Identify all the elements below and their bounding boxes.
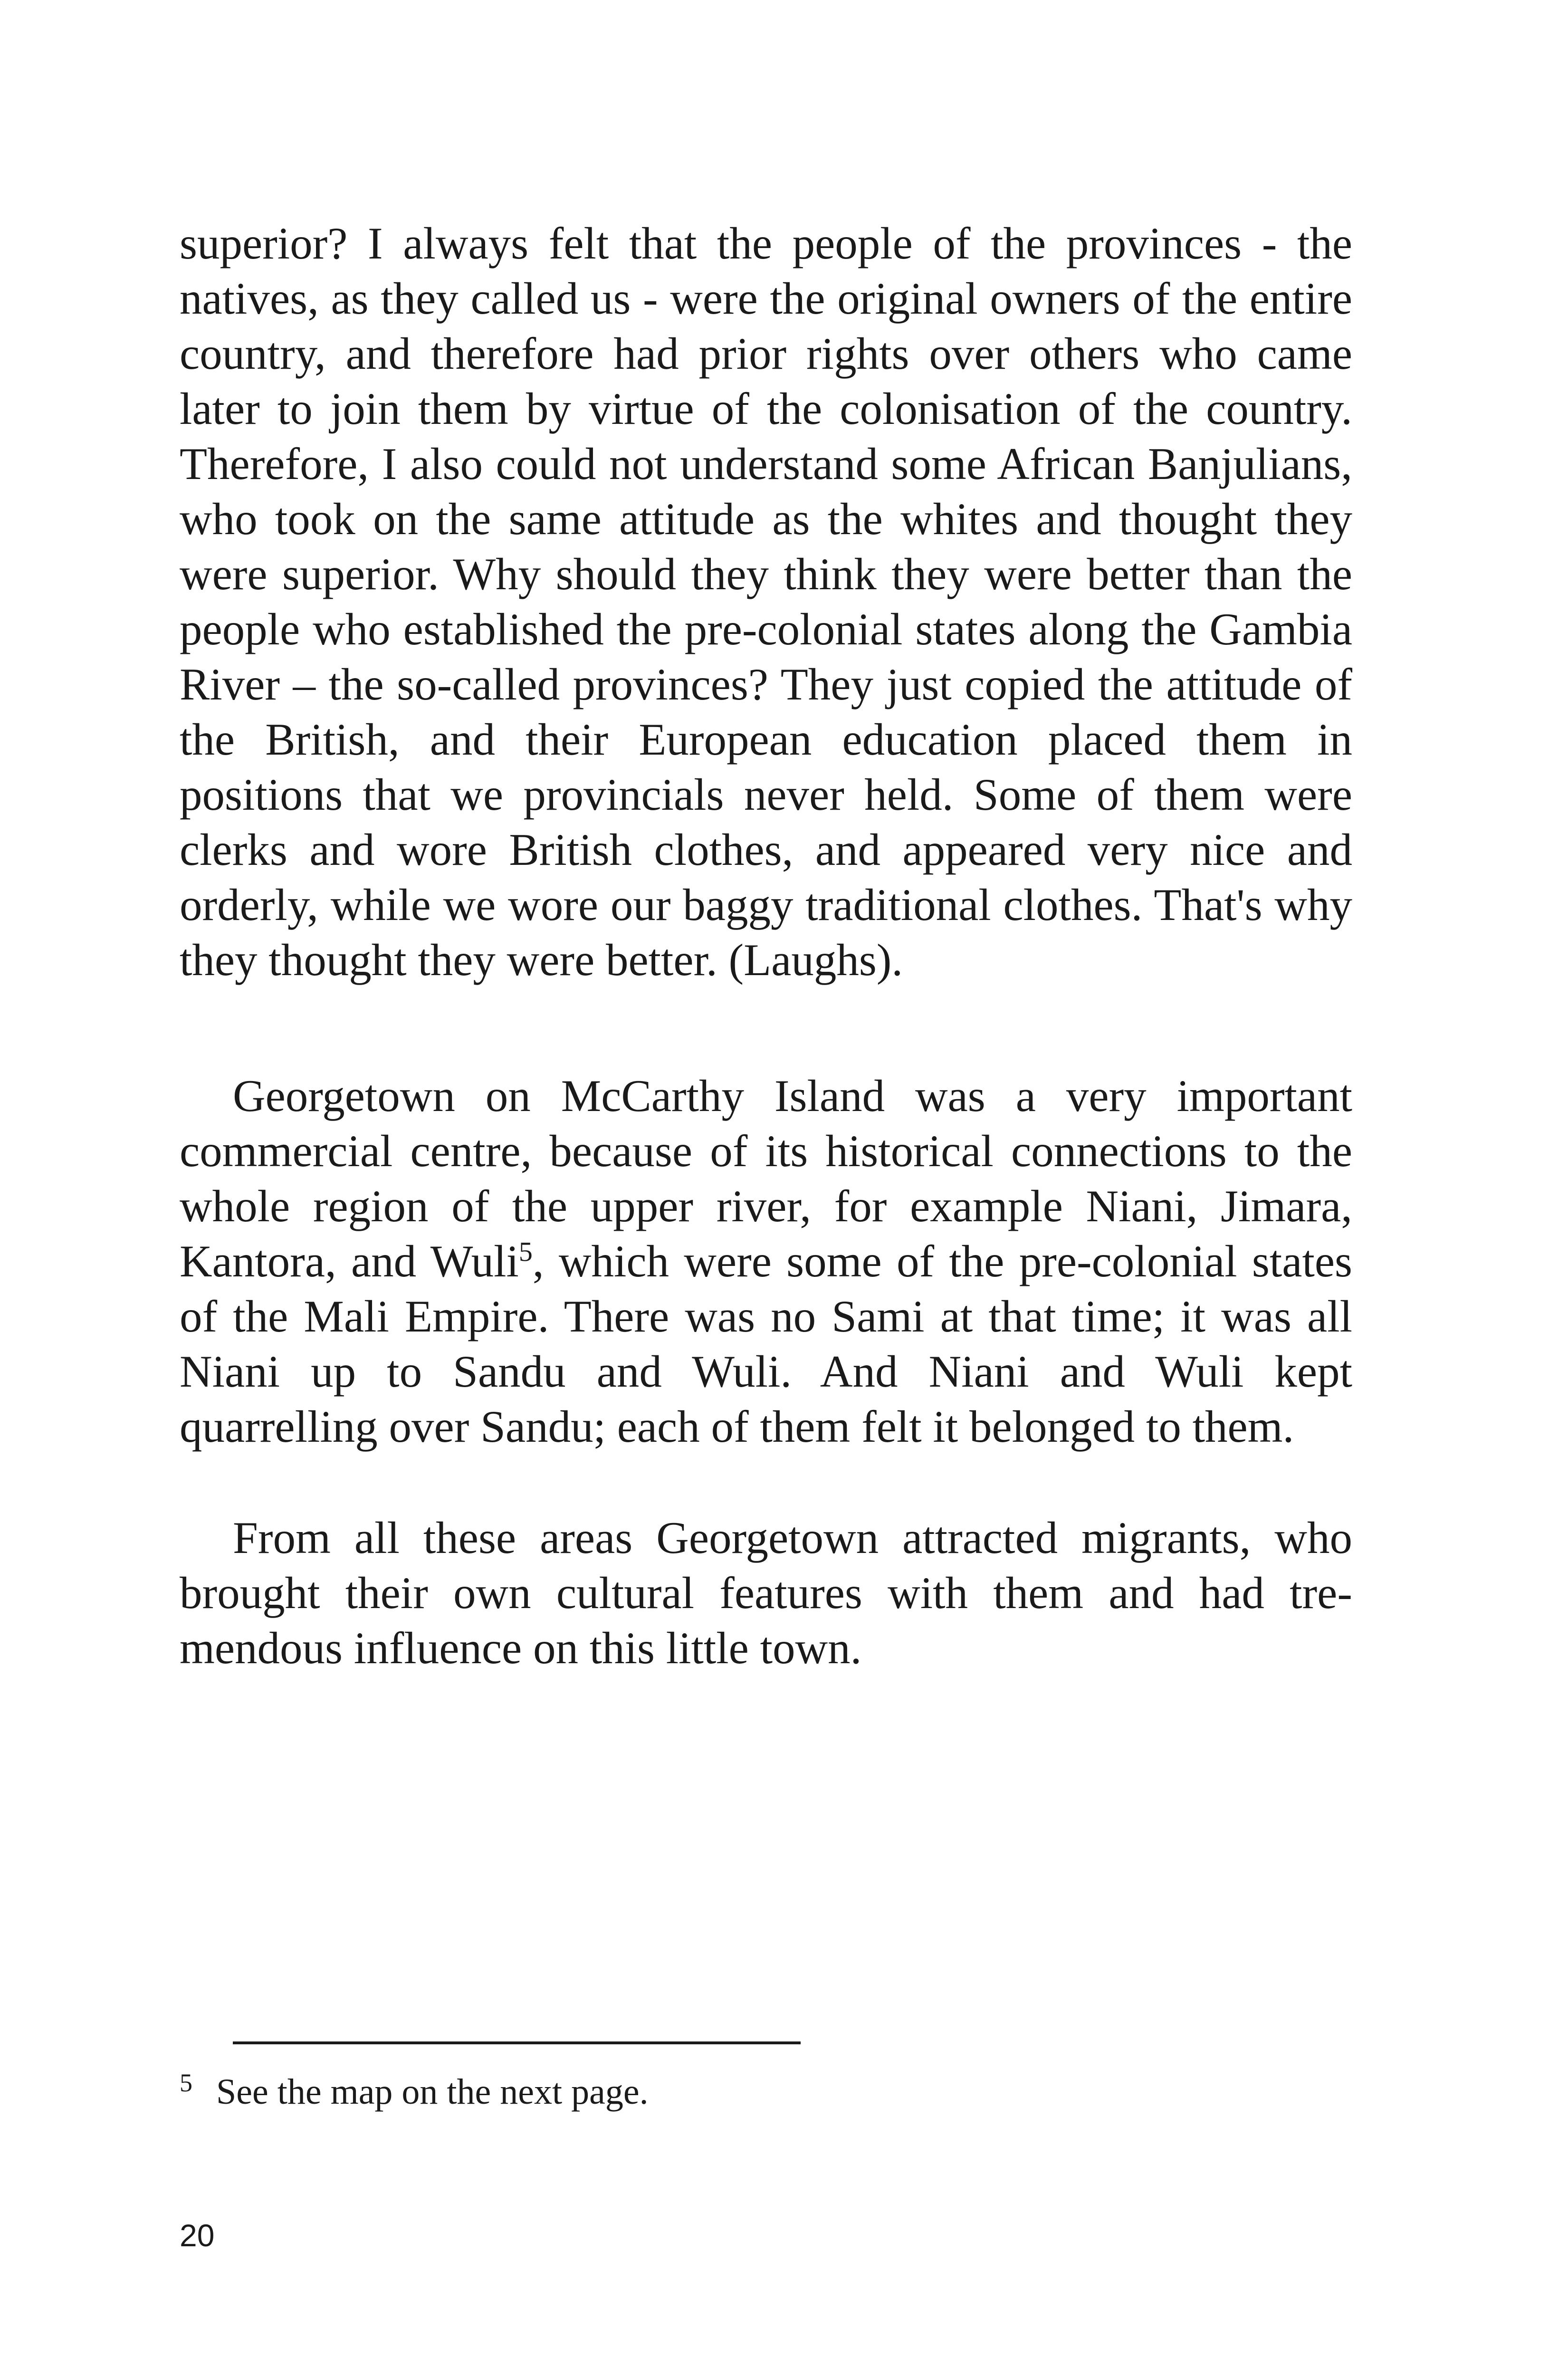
- footnote: [180, 2069, 1352, 2115]
- paragraph-text: From all these areas Georgetown attracted migrants, who brought their own cultural features with them and had tremendous influence on this little town.: [180, 1513, 1352, 1673]
- paragraph-text-after-note: , which were some of the pre-colonial states of the Mali Empire. There was no Sami at that time; it was all Niani up to Sandu and Wuli. And Niani and Wuli kept quarrelling over Sandu; each of them felt it belonged to them.: [180, 1236, 1352, 1452]
- footnote-separator: [233, 2041, 801, 2044]
- body-paragraph-1: [180, 216, 1352, 987]
- paragraph-text: superior? I always felt that the people of the provinces - the natives, as they called us - were the original owners of the entire country, and therefore had prior rights over others who came later to join them by virtue of the colonisation of the country. Therefore, I also could not understand some African Banjulians, who took on the same attitude as the whites and thought they were superior. Why should they think they were better than the people who established the pre-colonial states along the Gambia River – the so-called provinces? They just copied the attitude of the British, and their European education placed them in positions that we provincials never held. Some of them were clerks and wore British clothes, and appeared very nice and orderly, while we wore our baggy traditional clothes. That's why they thought they were better. (Laughs).: [180, 218, 1352, 985]
- footnote-text: See the map on the next page.: [216, 2072, 649, 2112]
- footnote-number: 5: [180, 2068, 192, 2097]
- footnote-reference: 5: [518, 1236, 533, 1267]
- page-number: 20: [180, 2218, 215, 2253]
- paragraph-text: [180, 1068, 1352, 1454]
- paragraph-text-before-note: Georgetown on McCarthy Island was a very important commercial centre, because of its historical connections to the whole region of the upper river, for example Niani, Jimara, Kantora, and Wuli: [180, 1071, 1352, 1286]
- body-paragraph-3: [180, 1510, 1352, 1676]
- body-paragraph-2: [180, 1068, 1352, 1454]
